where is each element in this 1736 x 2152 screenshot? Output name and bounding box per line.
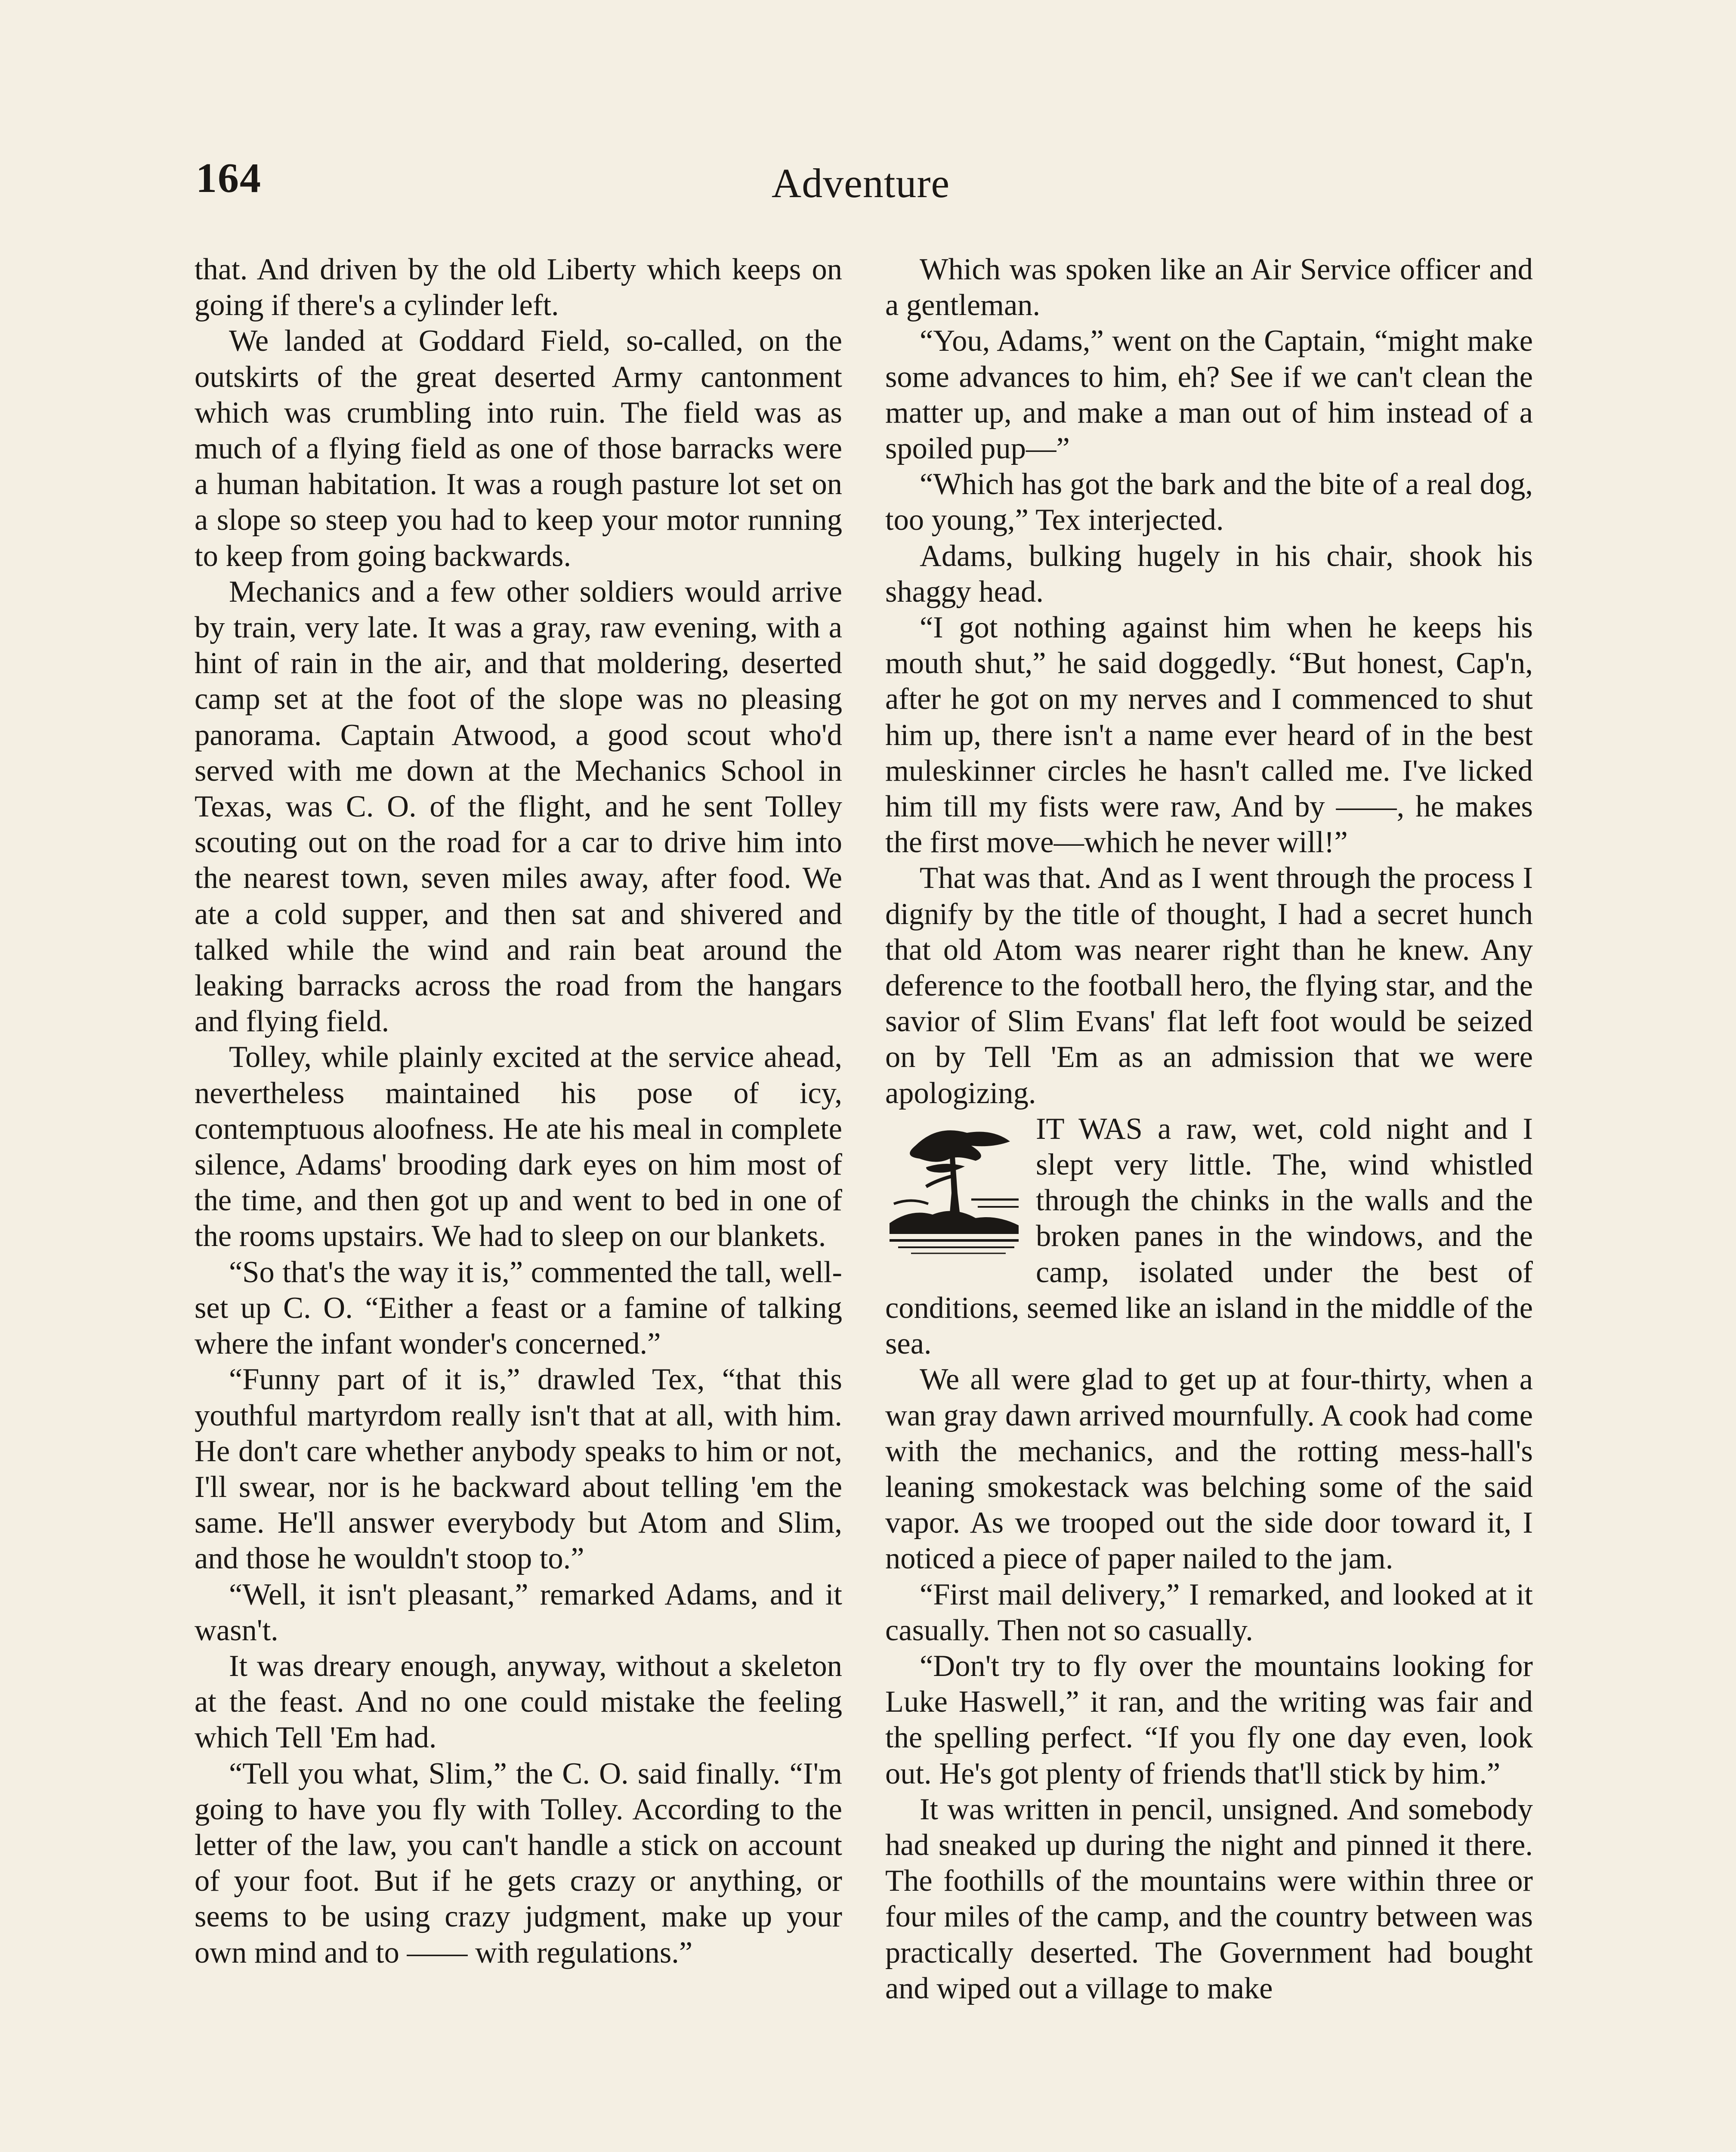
left-paragraph-5: “So that's the way it is,” commented the tall, well-set up C. O. “Either a feast or a famine of talking where the infant wonder's concerned.” <box>195 1255 842 1361</box>
left-paragraph-2: We landed at Goddard Field, so-called, on the outskirts of the great deserted Army cantonment which was crumbling into ruin. The field was as much of a flying field as one of those barracks were a human habitation. It was a rough pasture lot set on a slope so steep you had to keep your motor running to keep from going backwards. <box>195 324 842 573</box>
right-paragraph-1: Which was spoken like an Air Service officer and a gentleman. <box>885 253 1533 322</box>
right-column <box>885 252 1533 2007</box>
left-paragraph-8: It was dreary enough, anyway, without a skeleton at the feast. And no one could mistake the feeling which Tell 'Em had. <box>195 1649 842 1755</box>
left-paragraph-1: that. And driven by the old Liberty which keeps on going if there's a cylinder left. <box>195 253 842 322</box>
right-paragraph-10: It was written in pencil, unsigned. And somebody had sneaked up during the night and pinned it there. The foothills of the mountains were within three or four miles of the camp, and the country between was practically deserted. The Government had bought and wiped out a village to make <box>885 1792 1533 2005</box>
right-paragraph-2: “You, Adams,” went on the Captain, “might make some advances to him, eh? See if we can't clean the matter up, and make a man out of him instead of a spoiled pup—” <box>885 324 1533 466</box>
right-paragraph-5: “I got nothing against him when he keeps his mouth shut,” he said doggedly. “But honest, Cap'n, after he got on my nerves and I commenced to shut him up, there isn't a name ever heard of in the best muleskinner circles he hasn't called me. I've licked him till my fists were raw, And by ——, he makes the first move—which he never will!” <box>885 611 1533 860</box>
running-head-title: Adventure <box>771 160 950 206</box>
right-paragraph-6: That was that. And as I went through the process I dignify by the title of thought, I had a secret hunch that old Atom was nearer right than he knew. Any deference to the football hero, the flying star, and the savior of Slim Evans' flat left foot would be seized on by Tell 'Em as an admission that we were apologizing. <box>885 861 1533 1110</box>
right-paragraph-4: Adams, bulking hugely in his chair, shook his shaggy head. <box>885 539 1533 609</box>
left-paragraph-9: “Tell you what, Slim,” the C. O. said finally. “I'm going to have you fly with Tolley. According to the letter of the law, you can't handle a stick on account of your foot. But if he gets crazy or anything, or seems to be using crazy judgment, make up your own mind and to —— with regulations.” <box>195 1756 842 1970</box>
pine-tree-landscape-icon <box>885 1116 1023 1258</box>
right-paragraph-3: “Which has got the bark and the bite of a real dog, too young,” Tex interjected. <box>885 467 1533 537</box>
left-paragraph-6: “Funny part of it is,” drawled Tex, “that this youthful martyrdom really isn't that at all, with him. He don't care whether anybody speaks to him or not, I'll swear, nor is he backward about telling 'em the same. He'll answer everybody but Atom and Slim, and those he wouldn't stoop to.” <box>195 1363 842 1576</box>
right-paragraph-8: “First mail delivery,” I remarked, and looked at it casually. Then not so casually. <box>885 1577 1533 1647</box>
left-paragraph-4: Tolley, while plainly excited at the service ahead, nevertheless maintained his pose of icy, contemptuous aloofness. He ate his meal in complete silence, Adams' brooding dark eyes on him most of the time, and then got up and went to bed in one of the rooms upstairs. We had to sleep on our blankets. <box>195 1040 842 1253</box>
section-opening-paragraph: IT WAS a raw, wet, cold night and I slept very little. The, wind whistled through the chinks in the walls and the broken panes in the windows, and the camp, isolated under the best of conditions, seemed like an island in the middle of the sea. <box>885 1112 1533 1361</box>
left-paragraph-3: Mechanics and a few other soldiers would arrive by train, very late. It was a gray, raw evening, with a hint of rain in the air, and that moldering, deserted camp set at the foot of the slope was no pleasing panorama. Captain Atwood, a good scout who'd served with me down at the Mechanics School in Texas, was C. O. of the flight, and he sent Tolley scouting out on the road for a car to drive him into the nearest town, seven miles away, after food. We ate a cold supper, and then sat and shivered and talked while the wind and rain beat around the leaking barracks across the road from the hangars and flying field. <box>195 575 842 1039</box>
left-column <box>195 252 842 1971</box>
section-opening-block <box>885 1111 1533 1362</box>
page-number: 164 <box>196 155 262 201</box>
left-paragraph-7: “Well, it isn't pleasant,” remarked Adams, and it wasn't. <box>195 1577 842 1647</box>
right-paragraph-9: “Don't try to fly over the mountains looking for Luke Haswell,” it ran, and the writing was fair and the spelling perfect. “If you fly one day even, look out. He's got plenty of friends that'll stick by him.” <box>885 1649 1533 1790</box>
right-paragraph-7: We all were glad to get up at four-thirty, when a wan gray dawn arrived mournfully. A cook had come with the mechanics, and the rotting mess-hall's leaning smokestack was belching some of the said vapor. As we trooped out the side door toward it, I noticed a piece of paper nailed to the jam. <box>885 1363 1533 1576</box>
